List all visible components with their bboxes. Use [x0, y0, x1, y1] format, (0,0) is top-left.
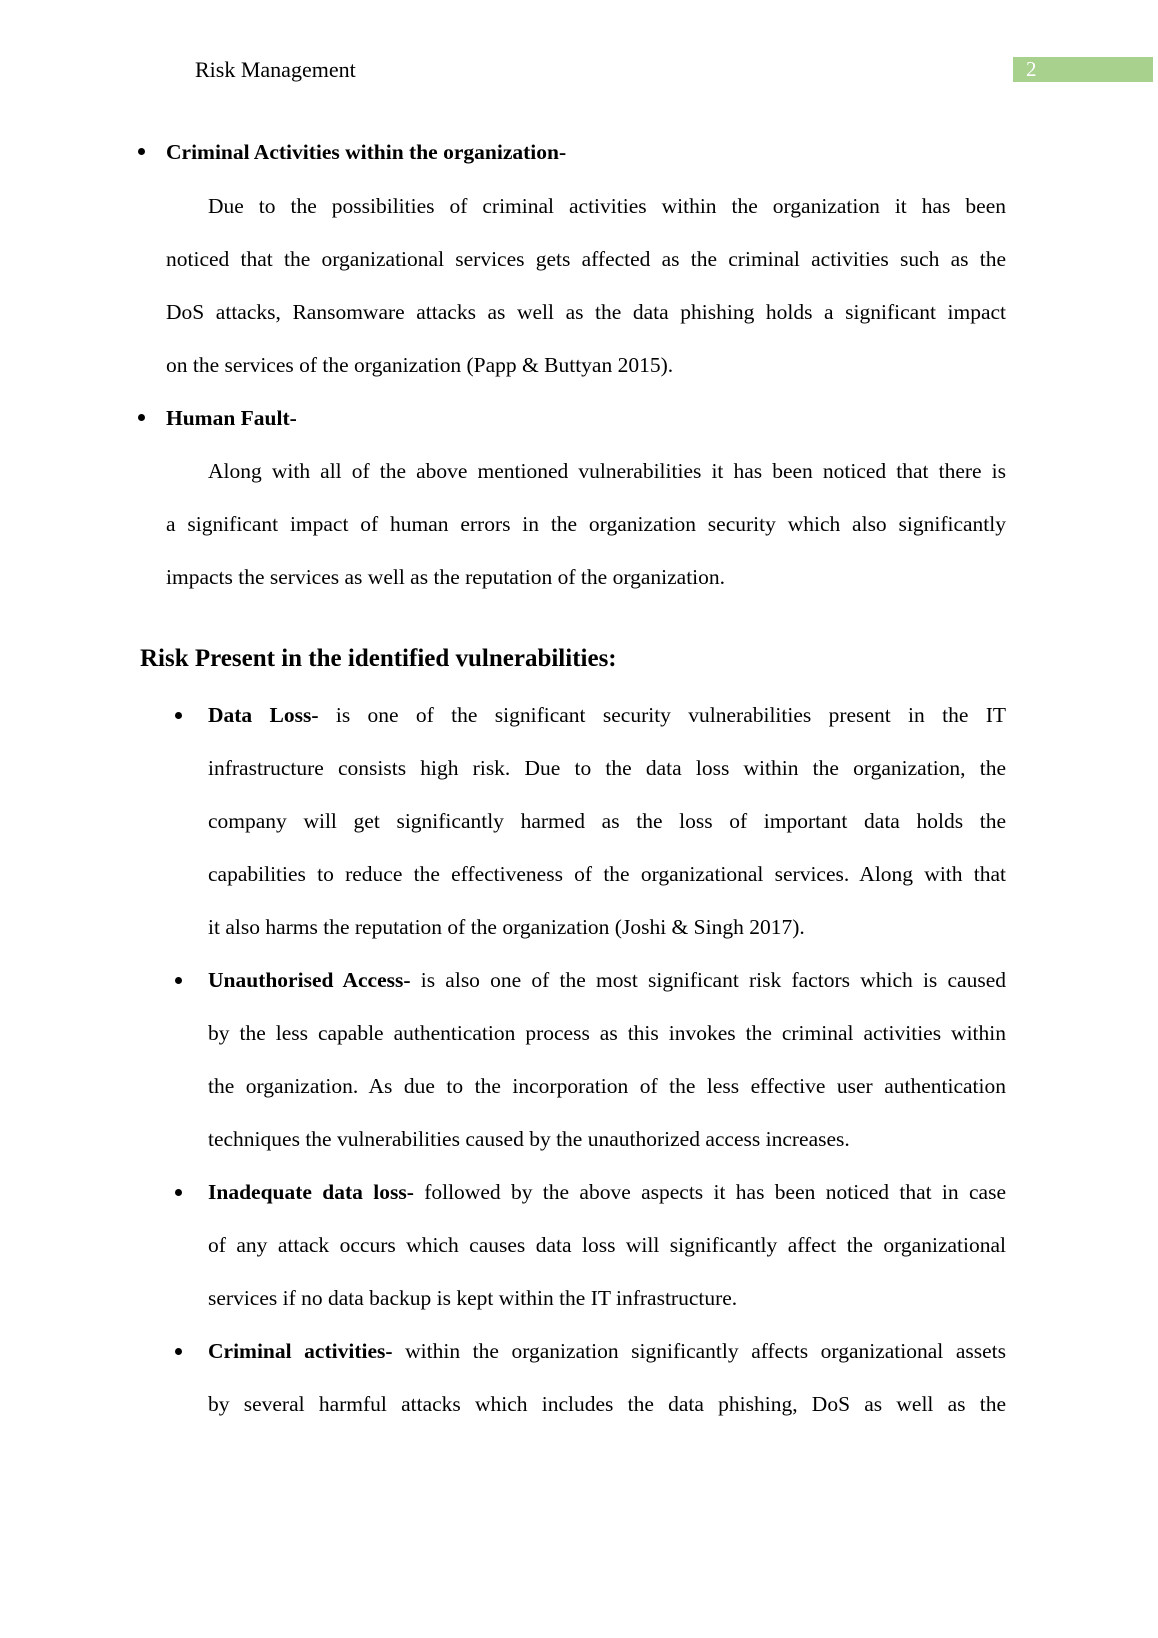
list-item-term: Data Loss- — [208, 703, 319, 727]
bullet-icon — [138, 414, 145, 421]
paragraph-line: infrastructure consists high risk. Due to the data loss within the organization, the — [208, 756, 1006, 780]
paragraph-line: DoS attacks, Ransomware attacks as well as the data phishing holds a significant impact — [166, 300, 1006, 324]
list-item-title: Criminal Activities within the organization- — [166, 140, 567, 164]
paragraph-line: the organization. As due to the incorporation of the less effective user authentication — [208, 1074, 1006, 1098]
paragraph-line: of any attack occurs which causes data loss will significantly affect the organizational — [208, 1233, 1006, 1257]
list-item-term: Criminal activities- — [208, 1339, 393, 1363]
list-item-text: within the organization significantly affects organizational assets — [392, 1339, 1006, 1363]
paragraph-line: on the services of the organization (Papp & Buttyan 2015). — [166, 353, 674, 377]
bullet-icon — [175, 1189, 182, 1196]
paragraph-line: a significant impact of human errors in the organization security which also significantly — [166, 512, 1006, 536]
list-item-first-line — [208, 700, 1006, 730]
list-item-term: Inadequate data loss- — [208, 1180, 414, 1204]
running-header-title: Risk Management — [195, 57, 356, 82]
list-item-text: is one of the significant security vulnerabilities present in the IT — [318, 703, 1006, 727]
list-item-text: followed by the above aspects it has been noticed that in case — [413, 1180, 1006, 1204]
paragraph-line: by several harmful attacks which includes the data phishing, DoS as well as the — [208, 1392, 1006, 1416]
paragraph-line: Along with all of the above mentioned vulnerabilities it has been noticed that there is — [208, 459, 1006, 483]
paragraph-line: Due to the possibilities of criminal activities within the organization it has been — [208, 194, 1006, 218]
bullet-icon — [175, 712, 182, 719]
list-item-term: Unauthorised Access- — [208, 968, 411, 992]
bullet-icon — [175, 977, 182, 984]
paragraph-line: company will get significantly harmed as the loss of important data holds the — [208, 809, 1006, 833]
list-item-title: Human Fault- — [166, 406, 297, 430]
paragraph-line: it also harms the reputation of the organization (Joshi & Singh 2017). — [208, 915, 805, 939]
paragraph-line: impacts the services as well as the reputation of the organization. — [166, 565, 726, 589]
paragraph-line: techniques the vulnerabilities caused by the unauthorized access increases. — [208, 1127, 850, 1151]
bullet-icon — [175, 1348, 182, 1355]
page-number-badge: 2 — [1013, 57, 1153, 82]
list-item-text: is also one of the most significant risk factors which is caused — [410, 968, 1006, 992]
list-item-first-line — [208, 1177, 1006, 1207]
paragraph-line: noticed that the organizational services gets affected as the criminal activities such as the — [166, 247, 1006, 271]
list-item-first-line — [208, 965, 1006, 995]
paragraph-line: services if no data backup is kept within the IT infrastructure. — [208, 1286, 738, 1310]
paragraph-line: capabilities to reduce the effectiveness of the organizational services. Along with that — [208, 862, 1006, 886]
list-item-first-line — [208, 1336, 1006, 1366]
bullet-icon — [138, 148, 145, 155]
section-heading: Risk Present in the identified vulnerabilities: — [140, 645, 617, 672]
paragraph-line: by the less capable authentication process as this invokes the criminal activities within — [208, 1021, 1006, 1045]
